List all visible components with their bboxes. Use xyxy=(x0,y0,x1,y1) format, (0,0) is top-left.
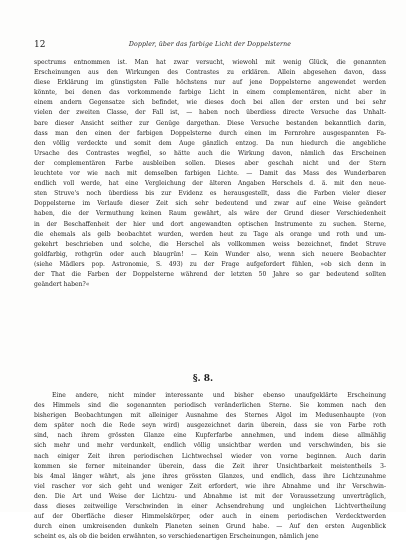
text-line: scheint es, als ob die beiden erwähnten, so verschiedenartigen Erscheinungen, nämlich jene xyxy=(34,533,319,541)
text-line: den. Die Art und Weise der Lichtzu- und Abnahme ist mit der Voraussetzung unverträglich, xyxy=(34,492,386,500)
text-line: einem andern Gegensatze sich befindet, wie dieses doch bei allen der ersten und bei sehr xyxy=(34,99,386,107)
text-line: den völlig verdeckte und somit dem Auge gänzlich entzog. Da nun hiedurch die angebliche xyxy=(34,139,386,147)
text-line: auf der Oberfläche dieser Himmelskörper, oder auch in einem periodischen Verdecktwerden xyxy=(34,513,386,521)
text-line: könnte, bei denen das vorkommende farbige Licht in einem complementären, nicht aber in xyxy=(34,89,386,97)
text-line: des Himmels sind die sogenannten periodisch veränderlichen Sterne. Sie kommen nach den xyxy=(34,402,386,410)
text-line: goldfarbig, rothgrün oder auch blaugrün! — Kein Wunder also, wenn sich neuere Beobachter xyxy=(34,250,386,258)
text-line: bare dieser Ansicht seither zur Genüge dargethan. Diese Versuche bestanden bekanntlich darin, xyxy=(34,119,386,127)
text-line: Ursache des Contrastes wegfiel, so hätte auch die Wirkung davon, nämlich das Erscheinen xyxy=(34,149,386,157)
text-line: nach einiger Zeit ihren periodischen Lichtwechsel wieder von vorne beginnen. Auch darin xyxy=(34,452,386,460)
text-line: dem später noch die Rede seyn wird) ausgezeichnet darin überein, dass sie von Farbe roth xyxy=(34,422,386,430)
text-line: bis 4mal länger währt, als jene ihres grössten Glanzes, und endlich, dass ihre Lichtzunahme xyxy=(34,472,386,480)
text-line: durch einen umkreisenden dunkeln Planeten seinen Grund habe. — Auf den ersten Augenblick xyxy=(34,523,386,531)
text-line: haben, die der Vermuthung keinen Raum gewährt, als wäre der Grund dieser Verschiedenheit xyxy=(34,210,386,218)
page-header xyxy=(34,39,386,51)
page-number: 12 xyxy=(34,40,46,50)
text-line: geändert haben?« xyxy=(34,281,90,289)
text-line: sich mehr und mehr verdunkelt, endlich völlig unsichtbar werden und verschwinden, bis sie xyxy=(34,442,386,450)
text-line: der That die Farben der Doppelsterne während der letzten 50 Jahre so gar bedeutend sollten xyxy=(34,270,386,278)
text-line: Doppelsterne im Verlaufe dieser Zeit sich sehr bedeutend und zwar auf eine Weise geändert xyxy=(34,200,386,208)
text-line: der complementären Farbe ausbleiben sollen. Dieses aber geschah nicht und der Stern xyxy=(34,159,386,167)
text-line: Erscheinungen aus den Wirkungen des Contrastes zu erklären. Allein abgesehen davon, dass xyxy=(34,69,386,77)
text-line: Eine andere, nicht minder interessante und bisher ebenso unaufgeklärte Erscheinung xyxy=(52,392,386,399)
text-line: die ehemals als gelb beobachtet wurden, werden heut zu Tage als orange und roth und um- xyxy=(34,230,386,238)
paragraph-1 xyxy=(34,58,386,290)
text-line: diese Erklärung im günstigsten Falle höchstens nur auf jene Doppelsterne angewendet werden xyxy=(34,79,386,87)
text-line: viel rascher vor sich geht und weniger Zeit erfordert, wie ihre Abnahme und ihr Verschwin- xyxy=(34,482,386,490)
text-line: bisherigen Beobachtungen mit alleiniger Ausnahme des Sternes Algol im Medusenhaupte (von xyxy=(34,412,386,420)
paragraph-2 xyxy=(34,391,386,542)
text-line: gekehrt beschrieben und solche, die Herschel als vollkommen weiss bezeichnet, findet Struve xyxy=(34,240,386,248)
text-line: vielen der zweiten Classe, der Fall ist, — haben noch überdiess directe Versuche das Unhalt- xyxy=(34,109,386,117)
text-line: in der Beschaffenheit der hier und dort angewandten optischen Instrumente zu suchen. Sterne, xyxy=(34,220,386,228)
text-line: sind, nach ihrem grössten Glanze eine Kupferfarbe annehmen, und indem diese allmählig xyxy=(34,432,386,440)
text-line: spectrums entnommen ist. Man hat zwar versucht, wiewohl mit wenig Glück, die genannten xyxy=(34,59,386,66)
running-head: Doppler, über das farbige Licht der Doppelsterne xyxy=(128,41,292,48)
section-heading: §. 8. xyxy=(192,374,214,384)
text-line: (siehe Mädlers pop. Astronomie, S. 493) zu der Frage aufgefordert fühlen, »ob sich denn in xyxy=(34,260,386,268)
text-line: leuchtete vor wie nach mit demselben farbigen Lichte. — Damit das Mass des Wunderbaren xyxy=(34,170,386,178)
text-line: dass man den einen der farbigen Doppelsterne durch einen im Fernrohre ausgespannten Fa- xyxy=(34,129,386,137)
text-line: endlich voll werde, hat eine Vergleichung der älteren Angaben Herschels d. ä. mit den neue- xyxy=(34,180,386,188)
text-line: sten Struve's noch überdiess bis zur Evidenz es herausgestellt, dass die Farben vieler dieser xyxy=(34,190,386,198)
text-line: dass dieses zeitweilige Verschwinden in einer Achsendrehung und ungleichen Lichtvertheilung xyxy=(34,503,386,511)
text-line: kommen sie ferner miteinander überein, dass die Zeit ihrer Unsichtbarkeit meistentheils 3- xyxy=(34,462,386,470)
